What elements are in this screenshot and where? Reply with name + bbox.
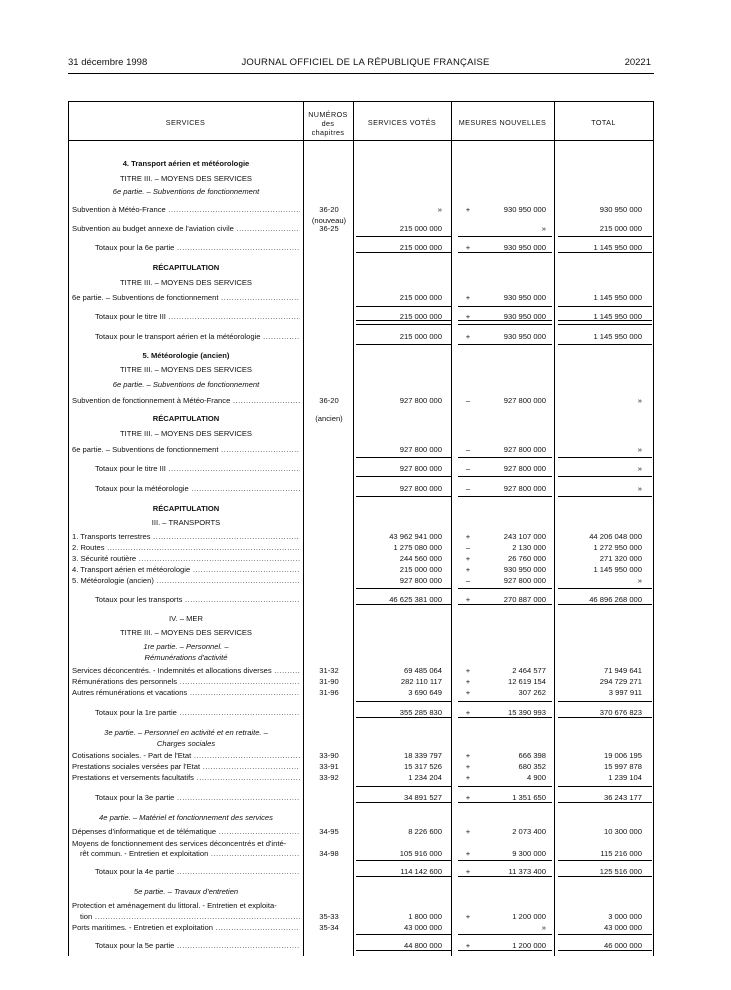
total-rule [356, 306, 452, 307]
row-label: 2. Routes ..... [72, 542, 300, 553]
total-rule [458, 717, 552, 718]
sign: + [465, 912, 471, 921]
sign: + [465, 793, 471, 802]
chapter-number: 34-98 [319, 849, 339, 858]
row-label: Totaux pour les transports ..... [95, 594, 300, 605]
total-rule [356, 496, 452, 497]
mesures-nouvelles-value: 26 760 000 [507, 554, 546, 563]
column-header-chapitres-line2: des [321, 119, 335, 128]
row-label: 6e partie. – Subventions de fonctionnement [112, 380, 260, 389]
total-rule [558, 701, 652, 702]
total-rule [356, 320, 452, 325]
chapter-number: 31-90 [319, 677, 339, 686]
total-rule [458, 934, 552, 935]
sign: + [465, 205, 471, 214]
services-votes-value: 3 690 649 [408, 688, 442, 697]
table-row [0, 292, 731, 303]
services-votes-value: 1 234 204 [408, 773, 442, 782]
total-value: » [637, 576, 642, 585]
row-label: RÉCAPITULATION [152, 263, 220, 272]
services-votes-value: 215 000 000 [399, 565, 442, 574]
total-rule [356, 344, 452, 345]
total-rule [558, 588, 652, 589]
services-votes-value: 927 800 000 [399, 464, 442, 473]
total-value: 1 272 950 000 [593, 543, 642, 552]
mesures-nouvelles-value: » [541, 224, 546, 233]
chapter-number: 31-32 [319, 666, 339, 675]
total-value: 3 997 911 [608, 688, 642, 697]
total-rule [356, 604, 452, 605]
mesures-nouvelles-value: 930 950 000 [503, 293, 546, 302]
total-value: 215 000 000 [599, 224, 642, 233]
table-row [0, 826, 731, 837]
total-rule [458, 701, 552, 702]
row-label: rêt commun. - Entretien et exploitation ..... [80, 848, 300, 859]
mesures-nouvelles-value: 927 800 000 [503, 396, 546, 405]
chapter-number: 31-96 [319, 688, 339, 697]
chapter-number: 33-91 [319, 762, 339, 771]
chapter-number: 35-33 [319, 912, 339, 921]
sign: + [465, 773, 471, 782]
row-label: Totaux pour la 4e partie ..... [95, 866, 300, 877]
sign: + [465, 688, 471, 697]
total-rule [458, 236, 552, 237]
services-votes-value: 34 891 527 [403, 793, 442, 802]
total-value: 46 896 268 000 [589, 595, 642, 604]
sign: + [465, 941, 471, 950]
table-row [0, 738, 731, 749]
table-row [0, 665, 731, 676]
total-rule [356, 717, 452, 718]
mesures-nouvelles-value: » [541, 923, 546, 932]
total-rule [558, 876, 652, 877]
sign: + [465, 666, 471, 675]
page-number: 20221 [624, 57, 651, 68]
total-rule [356, 934, 452, 935]
total-value: 271 320 000 [599, 554, 642, 563]
services-votes-value: 15 317 526 [403, 762, 442, 771]
row-label: Autres rémunérations et vacations ..... [72, 687, 300, 698]
sign: + [465, 565, 471, 574]
services-votes-value: 355 285 830 [399, 708, 442, 717]
table-row [0, 531, 731, 542]
row-label: tion ..... [80, 911, 300, 922]
services-votes-value: 282 110 117 [400, 677, 442, 686]
row-label: 1. Transports terrestres ..... [72, 531, 300, 542]
row-label: 4e partie. – Matériel et fonctionnement des services [99, 813, 273, 822]
table-row [0, 158, 731, 169]
total-rule [558, 496, 652, 497]
table-row [0, 379, 731, 390]
total-rule [558, 252, 652, 253]
row-label: Prestations et versements facultatifs ..... [72, 772, 300, 783]
row-label: 5e partie. – Travaux d'entretien [133, 887, 239, 896]
table-row [0, 173, 731, 184]
sign: – [465, 396, 471, 405]
row-label: Rémunérations des personnels ..... [72, 676, 300, 687]
row-label: 4. Transport aérien et météorologie [122, 159, 250, 168]
row-label: Totaux pour le titre III ..... [95, 311, 300, 322]
table-row [0, 444, 731, 455]
sign: + [465, 827, 471, 836]
services-votes-value: 1 275 080 000 [393, 543, 442, 552]
table-row [0, 772, 731, 783]
total-rule [458, 786, 552, 787]
services-votes-value: 18 339 797 [403, 751, 442, 760]
total-value: 10 300 000 [603, 827, 642, 836]
total-rule [558, 320, 652, 325]
services-votes-value: 105 916 000 [399, 849, 442, 858]
row-label: Totaux pour la 6e partie ..... [95, 242, 300, 253]
table-row [0, 641, 731, 652]
row-label: TITRE III. – MOYENS DES SERVICES [120, 628, 252, 637]
total-value: 71 949 641 [603, 666, 642, 675]
services-votes-value: 927 800 000 [399, 484, 442, 493]
row-label: 6e partie. – Subventions de fonctionnement [112, 187, 260, 196]
table-row [0, 413, 731, 424]
total-rule [458, 588, 552, 589]
total-rule [558, 236, 652, 237]
table-row [0, 364, 731, 375]
total-rule [558, 860, 652, 861]
total-rule [558, 934, 652, 935]
table-row [0, 848, 731, 859]
sign: + [465, 595, 471, 604]
services-votes-value: 927 800 000 [399, 445, 442, 454]
chapter-number: 33-92 [319, 773, 339, 782]
table-row [0, 262, 731, 273]
mesures-nouvelles-value: 1 351 650 [512, 793, 546, 802]
row-label: Cotisations sociales. - Part de l'Etat ..... [72, 750, 300, 761]
mesures-nouvelles-value: 927 800 000 [503, 445, 546, 454]
services-votes-value: 244 560 000 [399, 554, 442, 563]
table-row [0, 613, 731, 624]
mesures-nouvelles-value: 927 800 000 [503, 484, 546, 493]
services-votes-value: 44 800 000 [403, 941, 442, 950]
total-rule [458, 950, 552, 951]
row-label: 3. Sécurité routière ..... [72, 553, 300, 564]
total-rule [458, 320, 552, 325]
row-label: Moyens de fonctionnement des services déconcentrés et d'inté- [72, 839, 287, 848]
mesures-nouvelles-value: 4 900 [526, 773, 546, 782]
table-row [0, 428, 731, 439]
services-votes-value: 46 625 381 000 [389, 595, 442, 604]
chapter-number: (nouveau) [311, 216, 347, 225]
row-label: TITRE III. – MOYENS DES SERVICES [120, 174, 252, 183]
total-rule [458, 344, 552, 345]
total-value: 1 145 950 000 [593, 293, 642, 302]
total-rule [458, 306, 552, 307]
total-value: » [637, 484, 642, 493]
total-rule [458, 457, 552, 458]
mesures-nouvelles-value: 666 398 [518, 751, 546, 760]
row-label: 1re partie. – Personnel. – [143, 642, 229, 651]
services-votes-value: 1 800 000 [408, 912, 442, 921]
total-value: 1 145 950 000 [593, 565, 642, 574]
mesures-nouvelles-value: 9 300 000 [512, 849, 546, 858]
sign: + [465, 332, 471, 341]
table-row [0, 350, 731, 361]
table-top-border [68, 101, 654, 102]
total-value: 125 516 000 [599, 867, 642, 876]
services-votes-value: 114 142 600 [400, 867, 442, 876]
mesures-nouvelles-value: 927 800 000 [503, 464, 546, 473]
total-rule [458, 802, 552, 803]
total-rule [356, 236, 452, 237]
chapter-number: 33-90 [319, 751, 339, 760]
table-row [0, 652, 731, 663]
column-header-services: SERVICES [165, 118, 206, 127]
row-label: Services déconcentrés. - Indemnités et allocations diverses ..... [72, 665, 300, 676]
mesures-nouvelles-value: 243 107 000 [503, 532, 546, 541]
services-votes-value: 215 000 000 [399, 332, 442, 341]
row-label: TITRE III. – MOYENS DES SERVICES [120, 278, 252, 287]
total-value: 1 145 950 000 [593, 312, 642, 321]
total-rule [558, 802, 652, 803]
mesures-nouvelles-value: 1 200 000 [512, 941, 546, 950]
chapter-number: 36-20 [319, 396, 339, 405]
row-label: Charges sociales [156, 739, 216, 748]
sign: – [465, 576, 471, 585]
sign: + [465, 708, 471, 717]
total-rule [558, 786, 652, 787]
mesures-nouvelles-value: 11 373 400 [508, 867, 546, 876]
table-row [0, 277, 731, 288]
mesures-nouvelles-value: 307 262 [518, 688, 546, 697]
table-row [0, 627, 731, 638]
total-rule [558, 604, 652, 605]
total-rule [458, 860, 552, 861]
row-label: Totaux pour la météorologie ..... [95, 483, 300, 494]
services-votes-value: 215 000 000 [399, 312, 442, 321]
total-value: » [637, 464, 642, 473]
mesures-nouvelles-value: 930 950 000 [503, 205, 546, 214]
row-label: IV. – MER [169, 614, 203, 623]
total-rule [458, 876, 552, 877]
table-row [0, 727, 731, 738]
sign: + [465, 677, 471, 686]
mesures-nouvelles-value: 1 200 000 [512, 912, 546, 921]
mesures-nouvelles-value: 15 390 993 [507, 708, 546, 717]
sign: + [465, 751, 471, 760]
total-rule [356, 876, 452, 877]
table-row [0, 761, 731, 772]
row-label: Totaux pour la 1re partie ..... [95, 707, 300, 718]
table-row [0, 542, 731, 553]
column-header-chapitres-line3: chapitres [311, 128, 345, 137]
row-label: Totaux pour la 3e partie ..... [95, 792, 300, 803]
row-label: TITRE III. – MOYENS DES SERVICES [120, 429, 252, 438]
row-label: 3e partie. – Personnel en activité et en retraite. – [104, 728, 268, 737]
mesures-nouvelles-value: 270 887 000 [503, 595, 546, 604]
total-rule [356, 252, 452, 253]
total-value: 294 729 271 [599, 677, 642, 686]
total-value: 3 000 000 [608, 912, 642, 921]
table-row [0, 553, 731, 564]
services-votes-value: 69 485 064 [403, 666, 442, 675]
chapter-number: 36-25 [319, 224, 339, 233]
table-row [0, 922, 731, 933]
services-votes-value: » [437, 205, 442, 214]
row-label: TITRE III. – MOYENS DES SERVICES [120, 365, 252, 374]
chapter-number: 35-34 [319, 923, 339, 932]
chapter-number: (ancien) [315, 414, 343, 423]
services-votes-value: 8 226 600 [408, 827, 442, 836]
row-label: Totaux pour le transport aérien et la météorologie ..... [95, 331, 300, 342]
services-votes-value: 215 000 000 [399, 224, 442, 233]
sign: + [465, 293, 471, 302]
row-label: 6e partie. – Subventions de fonctionnement ..... [72, 292, 300, 303]
mesures-nouvelles-value: 12 619 154 [507, 677, 546, 686]
mesures-nouvelles-value: 930 950 000 [503, 312, 546, 321]
sign: + [465, 243, 471, 252]
total-value: 43 000 000 [603, 923, 642, 932]
page-date: 31 décembre 1998 [68, 57, 148, 68]
total-rule [356, 476, 452, 477]
header-rule [68, 73, 654, 74]
total-rule [558, 950, 652, 951]
total-rule [356, 588, 452, 589]
total-rule [356, 457, 452, 458]
chapter-number: 34-95 [319, 827, 339, 836]
sign: – [465, 445, 471, 454]
table-row [0, 676, 731, 687]
column-header-total: TOTAL [591, 118, 616, 127]
total-rule [558, 344, 652, 345]
table-row [0, 186, 731, 197]
services-votes-value: 43 962 941 000 [389, 532, 442, 541]
row-label: Totaux pour le titre III ..... [95, 463, 300, 474]
sign: + [465, 762, 471, 771]
total-rule [356, 701, 452, 702]
total-value: 930 950 000 [599, 205, 642, 214]
total-value: 15 997 878 [603, 762, 642, 771]
total-rule [558, 476, 652, 477]
total-value: 370 676 823 [599, 708, 642, 717]
table-row [0, 750, 731, 761]
table-row [0, 886, 731, 897]
services-votes-value: 215 000 000 [399, 293, 442, 302]
journal-title: JOURNAL OFFICIEL DE LA RÉPUBLIQUE FRANÇAISE [241, 57, 490, 68]
row-label: Subvention de fonctionnement à Météo-France ..... [72, 395, 300, 406]
total-rule [558, 457, 652, 458]
table-row [0, 223, 731, 234]
total-rule [458, 252, 552, 253]
total-rule [356, 950, 452, 951]
table-row [0, 395, 731, 406]
services-votes-value: 43 000 000 [403, 923, 442, 932]
row-label: RÉCAPITULATION [152, 504, 220, 513]
sign: + [465, 867, 471, 876]
sign: + [465, 532, 471, 541]
row-label: Subvention au budget annexe de l'aviation civile ..... [72, 223, 300, 234]
table-row [0, 564, 731, 575]
sign: + [465, 849, 471, 858]
mesures-nouvelles-value: 680 352 [518, 762, 546, 771]
total-rule [356, 786, 452, 787]
total-value: » [637, 445, 642, 454]
row-label: Protection et aménagement du littoral. - Entretien et exploita- [72, 901, 277, 910]
row-label: 5. Météorologie (ancien) ..... [72, 575, 300, 586]
total-rule [356, 860, 452, 861]
sign: + [465, 554, 471, 563]
table-header-bottom-border [68, 140, 654, 141]
total-rule [356, 802, 452, 803]
total-value: 44 206 048 000 [589, 532, 642, 541]
sign: – [465, 464, 471, 473]
total-value: 115 216 000 [600, 849, 642, 858]
column-header-services-votes: SERVICES VOTÉS [367, 118, 437, 127]
row-label: III. – TRANSPORTS [151, 518, 221, 527]
column-header-chapitres-line1: NUMÉROS [308, 110, 348, 119]
total-value: 1 239 104 [608, 773, 642, 782]
row-label: Prestations sociales versées par l'Etat ..... [72, 761, 300, 772]
table-row [0, 900, 731, 911]
mesures-nouvelles-value: 927 800 000 [503, 576, 546, 585]
row-label: 6e partie. – Subventions de fonctionnement ..... [72, 444, 300, 455]
total-value: 1 145 950 000 [593, 332, 642, 341]
total-value: » [637, 396, 642, 405]
table-row [0, 517, 731, 528]
table-row [0, 575, 731, 586]
chapter-number: 36-20 [319, 205, 339, 214]
row-label: 4. Transport aérien et météorologie ..... [72, 564, 300, 575]
total-rule [558, 306, 652, 307]
row-label: Dépenses d'informatique et de télématique ..... [72, 826, 300, 837]
total-value: 19 006 195 [603, 751, 642, 760]
mesures-nouvelles-value: 930 950 000 [503, 332, 546, 341]
services-votes-value: 927 800 000 [399, 576, 442, 585]
table-row [0, 331, 731, 342]
services-votes-value: 215 000 000 [399, 243, 442, 252]
total-rule [458, 476, 552, 477]
sign: + [465, 312, 471, 321]
mesures-nouvelles-value: 930 950 000 [503, 565, 546, 574]
mesures-nouvelles-value: 930 950 000 [503, 243, 546, 252]
table-row [0, 483, 731, 494]
row-label: RÉCAPITULATION [152, 414, 220, 423]
row-label: Rémunérations d'activité [144, 653, 228, 662]
total-rule [458, 604, 552, 605]
table-row [0, 687, 731, 698]
total-value: 36 243 177 [603, 793, 642, 802]
total-value: 1 145 950 000 [593, 243, 642, 252]
row-label: Ports maritimes. - Entretien et exploitation ..... [72, 922, 300, 933]
sign: – [465, 543, 471, 552]
total-value: 46 000 000 [603, 941, 642, 950]
mesures-nouvelles-value: 2 464 577 [512, 666, 546, 675]
mesures-nouvelles-value: 2 130 000 [512, 543, 546, 552]
mesures-nouvelles-value: 2 073 400 [512, 827, 546, 836]
row-label: Subvention à Météo-France ..... [72, 204, 300, 215]
total-rule [458, 496, 552, 497]
row-label: 5. Météorologie (ancien) [142, 351, 230, 360]
row-label: Totaux pour la 5e partie ..... [95, 940, 300, 951]
column-header-mesures-nouvelles: MESURES NOUVELLES [458, 118, 547, 127]
total-rule [558, 717, 652, 718]
services-votes-value: 927 800 000 [399, 396, 442, 405]
table-row [0, 503, 731, 514]
table-row [0, 911, 731, 922]
table-row [0, 812, 731, 823]
table-row [0, 463, 731, 474]
sign: – [465, 484, 471, 493]
table-row [0, 204, 731, 215]
